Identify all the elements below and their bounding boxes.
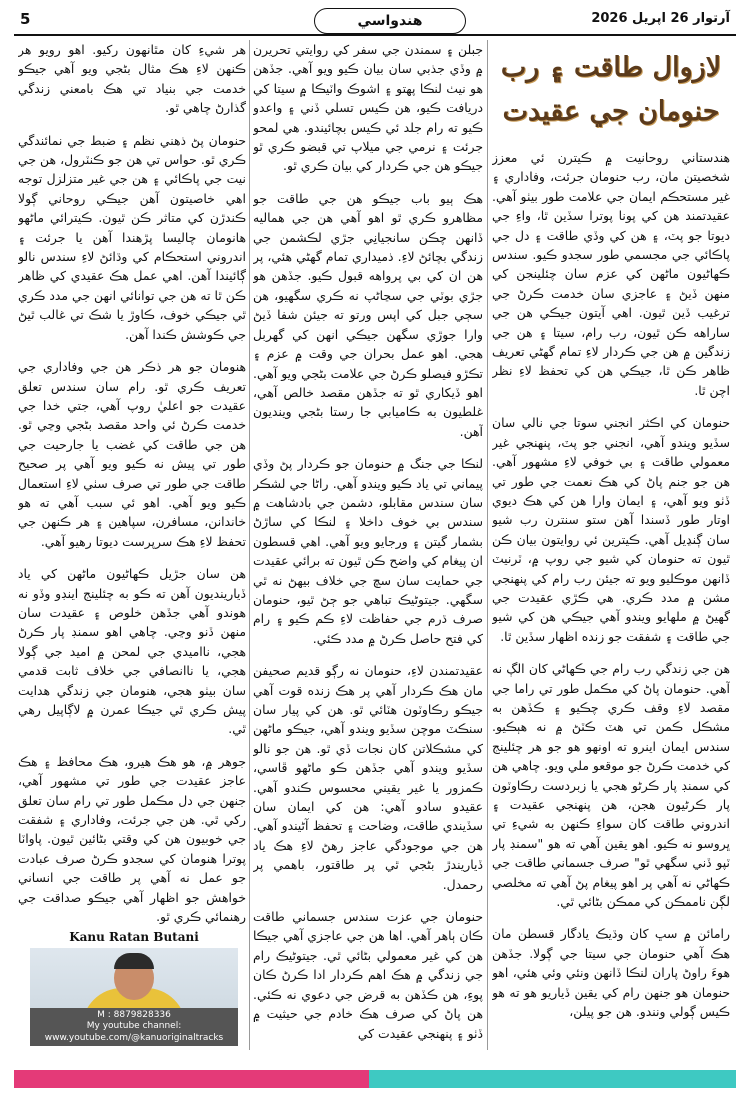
paragraph: حنومان پڻ ذهني نظم ۽ ضبط جي نمائندگي ڪري ٿو. حواس تي هن جو ڪنٽرول، هن جي نيت جي پاڪائي ۽ هن جي غير متزلزل توجه اهي خاصيتون آهن جيڪي روحاني ڳولا ڪندڙن کي متاثر ڪن ٿيون. ڪيترائي ماڻهو هانومان چاليسا پڙهندا آهن يا جرئت ۽ اندروني استحڪام کي وڌائڻ لاءِ سندس نالو ڳائيندا آهن. اهي عمل هڪ عقيدي کي ظاهر ڪن ٿا ته هن جي توانائي انهن جي مدد ڪري ٿي جيڪي خوف، ڪاوڙ يا شڪ تي غالب ٿيڻ جي ڪوشش ڪندا آهن. (18, 132, 246, 342)
footer-stripe-left (14, 1070, 369, 1088)
article-column-1 (492, 40, 730, 1050)
paragraph: حنومان کي اڪثر انجني سوتا جي نالي سان سڏيو ويندو آهي، انجني جو پٽ، پنهنجي غير معمولي طاقت ۽ بي خوفي لاءِ مشهور آهي. هن جو جنم پاڻ کي هڪ نعمت جي طور تي ڏٺو ويو آهي، ۽ ايمان وارا هن کي هڪ ديوي اوتار طور ڏسندا آهن ستو سنترن رب شيو سان ڳنڍيل آهي. ڪيترين ئي روايتون بيان ڪن ٿيون ته حنومان کي شيو جي روپ ۾، ٽرنيٽ ڏانهن موڪليو ويو ته جيئن رب رام کي پنهنجي مشن ۾ مدد ڪري. هي ڪڙي عقيدت جي گهيڻ ۾ ملهايو ويندو آهي جيڪي هن کي شيو جي طاقت ۽ شفقت جو زنده اظهار سڏين ٿا. (492, 415, 730, 644)
author-channel-label: My youtube channel: (86, 1021, 182, 1031)
header-rule (14, 34, 736, 36)
paragraph: لنڪا جي جنگ ۾ حنومان جو ڪردار پڻ وڏي پيماني تي ياد ڪيو ويندو آهي. راڻا جي لشڪر سان سندس مقابلو، دشمن جي بادشاهت ۾ سندس بي خوف داخلا ۽ لنڪا کي ساڙڻ بشمار گيتن ۽ ورجايو ويو آهي. اهي قسطون ان پيغام کي واضح ڪن ٿيون ته برائي عقيدت جي حمايت سان سچ جي خلاف بيهڻ نه ٿي سگهي. جيتوڻيڪ تباهي جو ڄڻ ٿيو، حنومان صرف ڌرم جي حفاظت لاءِ ڪم ڪيو ۽ رام کي فتح حاصل ڪرڻ ۾ مدد ڪئي. (253, 456, 483, 646)
author-name: Kanu Ratan Butani (69, 930, 199, 944)
author-contact (30, 1008, 238, 1047)
author-photo-hair (114, 953, 154, 969)
author-box (30, 930, 238, 1052)
paragraph: هر شيءِ کان مٿانهون رکيو. اهو رويو هر ڪنهن لاءِ هڪ مثال بڻجي ويو آهي جيڪو خدمت جي بنياد تي هڪ بامعني زندگي گذارڻ چاهي ٿو. (18, 42, 246, 116)
page-header (14, 8, 736, 34)
paragraph: حنومان جي عزت سندس جسماني طاقت ڪان ٻاهر آهي. اها هن جي عاجزي آهي جيڪا هن کي غير معمولي بڻائي ٿي. جيتوڻيڪ رام جي زندگي ۾ هڪ اهم ڪردار ادا ڪرڻ ڪان پوءِ، هن ڪڏهن به قرض جي دعوي نه ڪئي. هن پاڻ کي صرف هڪ خادم جي حيثيت ۾ ڏٺو ۽ پنهنجي عقيدت کي (253, 909, 483, 1041)
author-mobile: M : 8879828336 (97, 1009, 171, 1020)
paragraph: عقيدتمندن لاءِ، حنومان نه رڳو قديم صحيفن مان هڪ ڪردار آهي پر هڪ زنده قوت آهي جيڪو رڪاوٽون هٽائي ٿو. هن کي پيار سان سنڪٽ موچن سڏيو ويندو آهي، جيڪو ماڻهن کي مشڪلاتن کان نجات ڏي ٿو. هن جو نالو سڏيو ويندو آهي جڏهن ڪو ماڻهو ڦاسي، ڪمزور يا غير يقيني محسوس ڪندو آهي. عقيدو سادو آهي: هن کي ايمان سان سڏيندي طاقت، وضاحت ۽ تحفظ آڻيندو آهي. هن جي موجودگي عاجز رهڻ لاءِ هڪ ياد ڏياريندڙ بڻجي ٿي پر طاقتور، باهمي پر رحمدل. (253, 663, 483, 892)
page-number: 5 (20, 10, 31, 28)
paragraph: هڪ ٻيو باب جيڪو هن جي طاقت جو مظاهرو ڪري ٿو اهو آهي هن جي هماليه ڏانهن چڪن سانجيانِي جڙي لڪشمن جي زندگي بچائڻ لاءِ. ذميداري تمام گهڻي هئي، پر هن ان کي بي پرواهه قبول ڪيو. جڏهن هو جڙي بوٽي جي سڃاڻپ نه ڪري سگهيو، هن سڄي جبل کي اپس ورتو ته جيئن شفا ڏيڻ وارا جوڙي سگهن جيڪي انهن کي گهربل هجي. اهو عمل بحران جي وقت ۾ عزم ۽ تڪڙو فيصلو ڪرڻ جي علامت بڻجي ويو آهي. اهو ڏيکاري ٿو ته جڏهن مقصد خالص آهي، غلطيون به ڪاميابي جا رستا بڻجي وينديون آهن. (253, 190, 483, 439)
paragraph: جبلن ۽ سمندن جي سفر کي روايتي تحريرن ۾ وڏي جذبي سان بيان ڪيو ويو آهي. جڏهن هو نيٺ لنڪا پهتو ۽ اشوڪ واٽيڪا ۾ سيتا کي دريافت ڪيو، هن ڪيس تسلي ڏني ۽ واعدو ڪيو ته رام جلد ئي ڪيس بچائيندو. هي لمحو جرئت ۽ نرمي جي ميلاپ تي قبضو ڪري ٿو جيڪو هن جي ڪردار کي بيان ڪري ٿو. (253, 42, 483, 174)
paragraph: رامائن ۾ سڀ کان وڌيڪ يادگار قسطن مان هڪ آهي حنومان جي سيتا جي ڳولا. جڏهن هوءَ راوڻ پاران لنڪا ڏانهن ونئي وئي هئي، اهو حنومان هو جنهن رام کي يقين ڏياريو هو ته هو ڪيس ڳولي ونندو. هن جو پيلن، (492, 926, 730, 1020)
column-divider (249, 40, 250, 1050)
article-column-3 (18, 40, 246, 925)
article-headline: لازوال طاقت ۽ رب حنومان جي عقيدت (500, 52, 722, 127)
paragraph: هندستاني روحانيت ۾ ڪيترن ئي معزز شخصيتن مان، رب حنومان جرئت، وفاداري ۽ غير مستحڪم ايمان جي علامت طور بيٺو آهي. عقيدتمند هن کي پونا پوترا سڏين ٿا، واءِ جي ديوتا جو پٽ، ۽ هن کي وڏي طاقت ۽ دل جي پاڪائي جي مجسمي طور سجدو ڪيو. سندس ڪهاڻيون ماڻهن کي عزم سان چئلينجن کي منهن ڏيڻ ۽ عاجزي سان خدمت ڪرڻ جي ترغيب ڏين ٿيون. اهي آيتون جيڪي هن جي ساراهه ڪن ٿيون، رب رام، سيتا ۽ هن جي زندگين ۾ هن جي ڪردار لاءِ تمام گهڻي تعريف ظاهر ڪن ٿا، جيڪي هن کي تحفظ لاءِ نظر اچن ٿا. (492, 150, 730, 398)
footer-stripe-right (369, 1070, 736, 1088)
dateline: آرتوار 26 اپريل 2026 (591, 11, 730, 26)
article-column-2 (253, 40, 483, 1050)
author-photo (30, 948, 238, 1046)
paragraph: جوهر ۾، هو هڪ هيرو، هڪ محافظ ۽ هڪ عاجز عقيدت جي طور تي مشهور آهي، جنهن جي دل مڪمل طور تي رام سان تعلق رکي ٿي. هن جي جرئت، وفاداري ۽ شفقت جي خوبيون هن کي وقتي بڻائين ٿيون. پاواٽا پوترا هنومان کي سجدو ڪرڻ صرف عبادت جو عمل نه آهي پر طاقت جي انساني خواهش جو اظهار آهي جيڪو صداقت جي رهنمائي ڪري ٿو. (18, 753, 246, 925)
paragraph: هن جي زندگي رب رام جي ڪهاڻي کان الڳ نه آهي. حنومان پاڻ کي مڪمل طور تي راما جي مقصد لاءِ وقف ڪري چڪيو ۽ ڪڏهن به مشڪل ڪمن تي هٽ ڪٽڻ ۾ نه هٻڪيو. سندس ايمان اينرو ته اونهو هو جو هر چئلينج کي خدمت ڪرڻ جو موقعو ملي ويو. چاهي هن کي سمنڊ پار ڪرڻو هجي يا زبردست رڪاوٽون پار ڪرڻيون هجن، هن پنهنجي عقيدت ۽ اندروني طاقت کان سواءِ ڪنهن به شيءِ تي ڀروسو نه ڪيو. اهو يقين آهي ته هو "سمنڊ پار ٽپو ڏني سگهي ٿو" صرف جسماني طاقت جي ڪهاڻي نه آهي پر اهو پيغام پڻ آهي ته مخلصي لڳن ناممڪن کي ممڪن بڻائي ٿي. (492, 661, 730, 910)
paragraph: هن سان جڙيل ڪهاڻيون ماڻهن کي ياد ڏيارينديون آهن ته ڪو به چئلينج اينڊو وڏو نه هوندو آهي جڏهن خلوص ۽ عقيدت سان منهن ڏنو وڃي. چاهي اهو سمنڊ پار ڪرڻ هجي، نااميدي جي لمحن ۾ اميد جي ڳولا هجي، يا ناانصافي جي خلاف ثابت قدمي سان بيٺو هجي، هنومان جي زندگي هدايت پيش ڪري ٿي جيڪا عمرن ۾ لاڳاپيل رهي ٿي. (18, 566, 246, 737)
footer-bar (14, 1070, 736, 1088)
paragraph: هنومان جو هر ذڪر هن جي وفاداري جي تعريف ڪري ٿو. رام سان سندس تعلق عقيدت جو اعليٰ روپ آهي، جتي خدا جي خدمت ڪرڻ ئي واحد مقصد بڻجي وڃي ٿو. هن جي طاقت کي غضب يا جارحيت جي طور تي پيش نه ڪيو ويو آهي پر صحيح طاقت جي طور تي صرف سٺي لاءِ استعمال ڪيو ويو آهي. اهو ئي سبب آهي ته هو خاندانن، مسافرن، سپاهين ۽ هر ڪنهن جي تحفظ لاءِ هڪ سرپرست ديوتا رهيو آهي. (18, 359, 246, 549)
column-divider (487, 40, 488, 1050)
masthead-logo: هندواسي (314, 8, 466, 34)
author-channel-link[interactable]: www.youtube.com/@kanuoriginaltracks (44, 1032, 224, 1043)
